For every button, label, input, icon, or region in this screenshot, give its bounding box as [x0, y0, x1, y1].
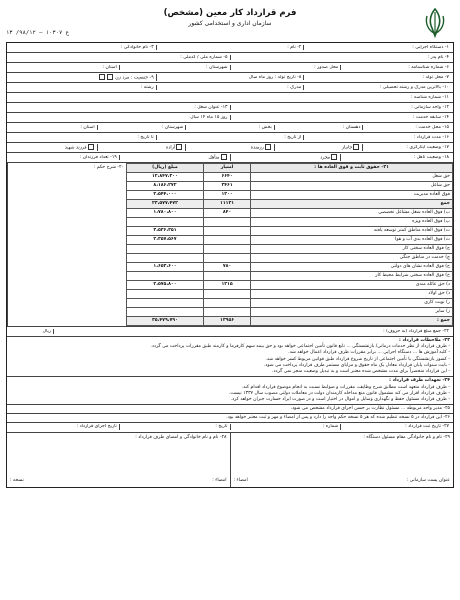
- salary-item-amount: [127, 290, 204, 299]
- salary-item-amount: ۱،۶۵۳،۶۰۰: [127, 263, 204, 272]
- salary-item-score: ۱۲۱۵: [203, 281, 250, 290]
- field-veteran-status: ۱۷- وضعیت ایثارگری :: [406, 144, 449, 150]
- checkbox[interactable]: [331, 154, 337, 160]
- salary-row: [127, 272, 453, 281]
- salary-item-score: [203, 227, 250, 236]
- salary-body: [127, 173, 453, 326]
- salary-item-score: [203, 236, 250, 245]
- registration-row: [7, 423, 453, 433]
- note-line: - کلیه آموزش ها ... دستگاه اجرایی ... برابر مقررات طرف قرارداد اعمال خواهد شد.: [288, 350, 450, 356]
- checkbox[interactable]: [221, 154, 227, 160]
- salary-item-amount: ۲،۳۵۷،۵۶۷: [127, 236, 204, 245]
- field-identifier[interactable]: ۱۱- شماره شناسه :: [411, 94, 449, 100]
- salary-item-label: ت) فوق العاده مناطق کمتر توسعه یافته: [251, 227, 453, 236]
- salary-item-amount: ۳،۵۳۶،۳۵۱: [127, 227, 204, 236]
- option-married[interactable]: [120, 154, 231, 161]
- salary-row: [127, 236, 453, 245]
- salary-row: [127, 299, 453, 308]
- salary-row: [127, 200, 453, 209]
- salary-item-label: ز) سایر: [251, 308, 453, 317]
- salary-item-amount: ۱،۷۸۰،۸۰۰: [127, 209, 204, 218]
- option-label: مجرد: [320, 155, 331, 161]
- form-row: [7, 153, 453, 163]
- salary-item-score: ۷۸۰: [203, 263, 250, 272]
- form-subtitle: سازمان اداری و استخدامی کشور: [188, 20, 272, 27]
- party-copy-label: نسخه :: [10, 478, 24, 484]
- checkbox[interactable]: [265, 144, 271, 150]
- clause-25: ۲۵- مدیر واحد مربوطه ... مسئول نظارت بر حسن اجرای قرارداد مشخص می شود.: [7, 405, 453, 414]
- clause-26: ۲۶- این قرارداد در ۵ نسخه تنظیم شده که هر ۵ نسخه حکم واحد را دارد و پس از امضاء و مهر و ثبت معتبر خواهد بود.: [7, 414, 453, 423]
- form-row: [7, 123, 453, 133]
- option-combatant[interactable]: [186, 144, 275, 151]
- field-father-name[interactable]: ۴- نام پدر :: [427, 54, 449, 60]
- salary-heading: ۲۱- حقوق ثابت و فوق العاده ها :: [251, 164, 453, 173]
- option-label: فرزند شهید: [64, 145, 87, 151]
- salary-row: [127, 254, 453, 263]
- field-from-date[interactable]: از تاریخ :: [157, 135, 305, 141]
- salary-row: [127, 218, 453, 227]
- salary-item-amount: ۲،۵۷۵،۸۰۰: [127, 281, 204, 290]
- salary-item-amount: [127, 272, 204, 281]
- salary-item-score: [203, 254, 250, 263]
- salary-row: [127, 317, 453, 326]
- salary-item-label: چ) خدمت در مناطق جنگی: [251, 254, 453, 263]
- salary-item-score: [203, 245, 250, 254]
- option-freed-pow[interactable]: [98, 144, 187, 151]
- form-header: [6, 6, 454, 42]
- field-issue-province[interactable]: استان :: [9, 65, 120, 71]
- salary-item-label: خ) فوق العاده سختی شرایط محیط کار: [251, 272, 453, 281]
- field-national-id[interactable]: ۵- شماره ملی / کدملی :: [9, 55, 231, 61]
- authority-name-label: ۲۹- نام و نام خانوادگی مقام مسئول دستگاه :: [363, 434, 450, 440]
- registration-label: ۲۷- تاریخ ثبت قرارداد :: [405, 424, 449, 430]
- salary-item-score: ۸۴۰: [203, 209, 250, 218]
- salary-item-amount: [127, 218, 204, 227]
- authority-sign-label: امضاء :: [233, 478, 248, 484]
- checkbox[interactable]: [88, 144, 94, 150]
- field-workplace[interactable]: ۱۵- محل خدمت :: [415, 124, 449, 130]
- salary-row: [127, 209, 453, 218]
- form-sheet: [6, 42, 454, 488]
- commitment-line: - طرف قرارداد اقرار می کند مشمول قانون منع مداخله کارمندان دولت در معاملات دولتی مصوب سال ۱۳۳۷ نیست.: [228, 390, 450, 396]
- field-birth-date[interactable]: ۸- تاریخ تولد : روز ماه سال: [157, 75, 305, 81]
- note-line: - این قرارداد منحصراً برای مدت مشخص شده معتبر است و به تبدیل وضعیت منجر نمی گردد.: [271, 369, 450, 375]
- form-row: [7, 43, 453, 53]
- party-name-label: ۲۸- نام و نام خانوادگی و امضای طرف قرارداد :: [135, 434, 227, 440]
- field-last-name[interactable]: ۳- نام خانوادگی :: [9, 45, 157, 51]
- salary-item-label: ر) نوبت کاری: [251, 299, 453, 308]
- gender-checkbox[interactable]: [107, 74, 113, 80]
- form-row: [7, 73, 453, 83]
- option-martyr-child[interactable]: [9, 144, 98, 151]
- duties-box[interactable]: [7, 163, 126, 326]
- field-district[interactable]: بخش :: [186, 125, 275, 131]
- salary-table: [126, 163, 453, 326]
- form-row: [7, 113, 453, 123]
- salary-item-amount: ۳۵،۴۷۹،۷۹۰: [127, 317, 204, 326]
- field-education[interactable]: ۱۰- بالاترین مدرک و رشته تحصیلی :: [379, 84, 449, 90]
- column-score: امتیاز: [203, 164, 250, 173]
- option-single[interactable]: [231, 154, 342, 161]
- field-major[interactable]: رشته :: [9, 85, 157, 91]
- form-row: [7, 133, 453, 143]
- salary-item-score: [203, 272, 250, 281]
- signature-section: [7, 433, 453, 487]
- option-label: آزاده: [165, 145, 176, 151]
- commitment-line: - طرف قرارداد متعهد است مطابق شرح وظایف، مقررات و ضوابط نسبت به انجام موضوع قرارداد اقدام کند.: [241, 384, 450, 390]
- salary-item-label: حق شغل: [251, 173, 453, 182]
- commitments-heading: ۲۴- تعهدات طرف قرارداد :: [389, 378, 450, 384]
- salary-item-label: جمع: [251, 200, 453, 209]
- salary-item-label: جمع :: [251, 317, 453, 326]
- field-contract-term[interactable]: ۱۶- مدت قرارداد :: [413, 134, 449, 140]
- field-degree[interactable]: مدرک :: [157, 85, 305, 91]
- salary-row: [127, 308, 453, 317]
- salary-row: [127, 245, 453, 254]
- salary-item-score: [203, 218, 250, 227]
- party-signature-box[interactable]: [7, 433, 231, 487]
- note-line: - کسور بازنشستگی یا تأمین اجتماعی از تاریخ شروع قرارداد طبق قوانین مربوط کسر خواهد شد.: [265, 356, 450, 362]
- salary-item-amount: ۸،۱۸۶،۲۷۲: [127, 182, 204, 191]
- salary-item-label: ج) فوق العاده سختی کار: [251, 245, 453, 254]
- note-line: - بابت سنوات پایان قرارداد معادل یک ماه حقوق و مزایای مستمر طرف قرارداد پرداخت می شود.: [263, 362, 450, 368]
- salary-item-label: فوق العاده مدیریت: [251, 191, 453, 200]
- execution-date[interactable]: تاریخ اجرای قرارداد :: [9, 424, 120, 430]
- note-line: - طرف قرارداد از نظر خدمات درمانی/ بازنشستگی ... تابع قانون تأمین اجتماعی خواهد بود و حق بیمه سهم کارفرما و کارمند طبق مقررات پرداخت می گردد.: [150, 344, 450, 350]
- field-birth-place[interactable]: ۷- محل تولد :: [422, 74, 449, 80]
- field-marital-status: ۱۸- وضعیت تأهل :: [413, 154, 449, 160]
- authority-post-label: عنوان پست سازمانی :: [406, 478, 450, 484]
- form-row: [7, 53, 453, 63]
- field-rural-district[interactable]: دهستان :: [275, 125, 364, 131]
- gender-label: ۹- جنسیت : مرد زن: [115, 75, 154, 81]
- salary-table-wrap: [126, 163, 453, 326]
- form-row: [7, 143, 453, 153]
- salary-item-score: [203, 308, 250, 317]
- form-row: [7, 83, 453, 93]
- form-title: فرم قرارداد کار معین (مشخص): [163, 8, 297, 18]
- salary-row: [127, 281, 453, 290]
- salary-item-score: ۳۴۶۱: [203, 182, 250, 191]
- salary-item-amount: ۱۲،۸۴۷،۲۰۰: [127, 173, 204, 182]
- field-unit[interactable]: ۱۲- واحد سازمانی :: [411, 104, 449, 110]
- column-amount: مبلغ (ریال): [127, 164, 204, 173]
- salary-item-score: ۱۳۹۵۶: [203, 317, 250, 326]
- field-agency[interactable]: ۱- دستگاه اجرایی :: [412, 44, 449, 50]
- commitments-block: [7, 377, 453, 405]
- field-service-record[interactable]: ۱۴- سابقه خدمت :: [412, 114, 449, 120]
- salary-row: [127, 227, 453, 236]
- duties-label: ۲۰- شرح حکم :: [93, 165, 124, 170]
- notes-block: [7, 337, 453, 377]
- salary-row: [127, 173, 453, 182]
- salary-item-label: د) حق عائله مندی: [251, 281, 453, 290]
- gender-checkbox[interactable]: [99, 74, 105, 80]
- salary-item-label: ث) فوق العاده بدی آب و هوا: [251, 236, 453, 245]
- salary-item-label: حق شاغل: [251, 182, 453, 191]
- salary-item-amount: [127, 299, 204, 308]
- commitment-line: - طرف قرارداد مسئول حفظ و نگهداری وسایل و اموال در اختیار است و در صورت ایراد خسارت جبران خواهد کرد.: [230, 397, 450, 403]
- salary-item-score: ۱۱۱۳۱: [203, 200, 250, 209]
- form-row: [7, 63, 453, 73]
- salary-item-amount: [127, 308, 204, 317]
- salary-row: [127, 290, 453, 299]
- amount-words-label[interactable]: ۲۲- جمع مبلغ قرارداد (به حروف) :: [383, 328, 449, 334]
- salary-row: [127, 182, 453, 191]
- field-province[interactable]: استان :: [9, 125, 98, 131]
- form-row: [7, 103, 453, 113]
- option-label: رزمنده: [250, 145, 264, 151]
- form-code: ع ۱۰۳۰۷ – ۹۸/۱۲/ ۱۳: [6, 30, 69, 36]
- salary-row: [127, 263, 453, 272]
- option-veteran[interactable]: [275, 144, 364, 151]
- form-row: [7, 93, 453, 103]
- field-gender[interactable]: [9, 74, 157, 81]
- amount-words-row: [7, 327, 453, 337]
- salary-item-amount: [127, 245, 204, 254]
- field-children-count[interactable]: ۱۹- تعداد فرزندان :: [9, 155, 120, 161]
- salary-item-label: پ) فوق العاده ویژه: [251, 218, 453, 227]
- registration-number[interactable]: شماره :: [231, 424, 342, 430]
- salary-item-label: ذ) حق اولاد: [251, 290, 453, 299]
- notes-heading: ۲۳- ملاحظات قرارداد :: [399, 338, 450, 343]
- checkbox[interactable]: [176, 144, 182, 150]
- party-sign-label: امضاء :: [212, 478, 227, 484]
- salary-item-score: [203, 299, 250, 308]
- field-issue-place[interactable]: محل صدور :: [231, 65, 342, 71]
- salary-item-score: [203, 290, 250, 299]
- salary-item-score: ۶۶۴۰: [203, 173, 250, 182]
- amount-words-unit: ریال: [9, 329, 54, 335]
- field-to-date[interactable]: تا تاریخ :: [9, 135, 157, 141]
- field-service-duration: روز ۱۵ ماه ۱۴ سال: [9, 115, 231, 121]
- option-label: متأهل: [208, 155, 220, 161]
- salary-row: [127, 191, 453, 200]
- salary-item-amount: ۲،۵۴۴،۰۰۰: [127, 191, 204, 200]
- option-label: جانباز: [341, 145, 353, 151]
- field-issue-city[interactable]: شهرستان :: [120, 65, 231, 71]
- registration-date[interactable]: تاریخ :: [120, 424, 231, 430]
- checkbox[interactable]: [353, 144, 359, 150]
- salary-item-label: ب) فوق العاده شغل مشاغل تخصصی: [251, 209, 453, 218]
- field-city[interactable]: شهرستان :: [98, 125, 187, 131]
- salary-item-amount: ۲۳،۵۷۷،۴۷۲: [127, 200, 204, 209]
- salary-item-score: ۱۲۰۰: [203, 191, 250, 200]
- field-first-name[interactable]: ۲- نام :: [157, 45, 305, 51]
- authority-signature-box[interactable]: [231, 433, 454, 487]
- field-id-number[interactable]: ۶- شماره شناسنامه :: [408, 64, 449, 70]
- contract-form: [6, 6, 454, 594]
- field-job-title[interactable]: ۱۳- عنوان شغل :: [9, 105, 231, 111]
- salary-section: [7, 163, 453, 327]
- salary-item-amount: [127, 254, 204, 263]
- salary-item-label: ح) فوق العاده نشان های دولتی: [251, 263, 453, 272]
